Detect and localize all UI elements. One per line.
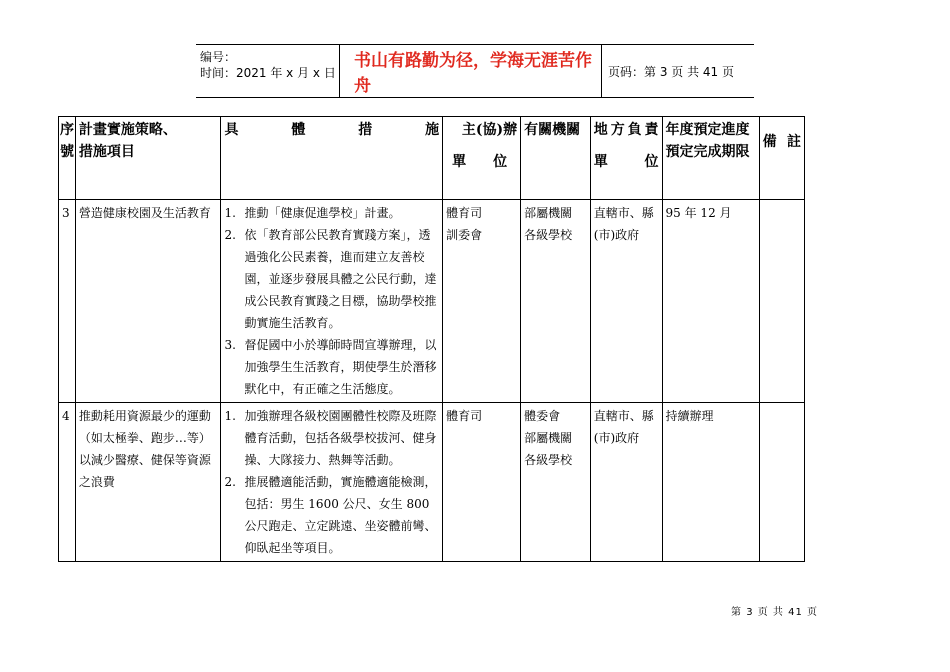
header-year-line2: 預定完成期限	[665, 144, 750, 160]
related-unit: 體委會	[524, 409, 561, 423]
header-measures-char: 具	[224, 122, 239, 138]
measure-text: 推動「健康促進學校」計畫。	[244, 206, 401, 220]
row-related	[521, 200, 591, 403]
measure-text: 加強辦理各級校園團體性校際及班際體育活動，包括各級學校拔河、健身操、大隊接力、熱舞等活動。	[244, 409, 437, 467]
related-unit: 部屬機關	[524, 431, 573, 445]
table-header-row	[59, 117, 805, 200]
measure-text: 依「教育部公民教育實踐方案」，透過強化公民素養，進而建立友善校園，並逐步發展具體之公民行動，達成公民教育實踐之目標，協助學校推動實施生活教育。	[244, 228, 437, 330]
measure-text: 推展體適能活動，實施體適能檢測，包括：男生 1600 公尺、女生 800 公尺跑走、立定跳遠、坐姿體前彎、仰臥起坐等項目。	[244, 475, 437, 555]
header-related	[521, 117, 591, 200]
table-row	[59, 403, 805, 562]
header-measures-char: 施	[425, 122, 440, 138]
row-year: 持續辦理	[662, 403, 759, 562]
header-local-char: 單	[593, 154, 608, 170]
time-label: 时间：2021 年 x 月 x 日	[200, 66, 336, 80]
header-local-line2	[594, 141, 659, 173]
header-no	[59, 117, 76, 200]
header-local-char: 負	[627, 122, 642, 138]
header-note-text	[763, 119, 801, 153]
header-main-char: 位	[493, 154, 508, 170]
page-label: 页码：第 3 页 共 41 页	[608, 64, 734, 79]
main-unit: 體育司	[446, 409, 483, 423]
list-item	[224, 224, 439, 334]
number-label: 编号：	[200, 50, 237, 64]
header-divider	[601, 45, 602, 97]
header-meta	[200, 49, 336, 81]
table-row	[59, 200, 805, 403]
row-year: 95 年 12 月	[662, 200, 759, 403]
plan-table	[58, 116, 805, 562]
related-unit: 各級學校	[524, 228, 573, 242]
header-measures-char: 體	[291, 122, 306, 138]
row-measures	[221, 403, 443, 562]
measure-list	[224, 405, 439, 559]
row-related	[521, 403, 591, 562]
row-note	[759, 403, 804, 562]
related-unit: 部屬機關	[524, 206, 573, 220]
header-main	[443, 117, 521, 200]
row-measures	[221, 200, 443, 403]
header-local-char: 責	[644, 122, 659, 138]
list-item	[224, 202, 439, 224]
page-footer: 第 3 页 共 41 页	[731, 607, 818, 618]
measure-text: 督促國中小於導師時間宣導辦理，以加強學生生活教育，期使學生於潛移默化中，有正確之生活態度。	[244, 338, 437, 396]
header-main-line1: 主(協)辦	[461, 122, 518, 138]
header-local-char: 位	[644, 154, 659, 170]
row-item: 推動耗用資源最少的運動（如太極拳、跑步…等）以減少醫療、健保等資源之浪費	[75, 403, 221, 562]
header-measures-text	[224, 119, 439, 141]
header-note-char: 備	[762, 134, 777, 150]
related-unit: 各級學校	[524, 453, 573, 467]
header-item-line1: 計畫實施策略、	[78, 122, 177, 138]
list-item	[224, 334, 439, 400]
row-local	[590, 200, 662, 403]
header-local-line1	[594, 119, 659, 141]
header-note-char: 註	[787, 134, 801, 150]
main-unit: 體育司	[446, 206, 483, 220]
header-related-text: 有關機關	[524, 122, 581, 138]
header-local	[590, 117, 662, 200]
main-unit: 訓委會	[446, 228, 483, 242]
list-item	[224, 405, 439, 471]
header-main-char: 單	[452, 154, 467, 170]
row-no: 3	[59, 200, 76, 403]
header-local-char: 地	[593, 122, 608, 138]
header-main-line2	[446, 141, 517, 173]
header-no-line2: 號	[60, 144, 74, 160]
row-note	[759, 200, 804, 403]
row-main	[443, 403, 521, 562]
measure-number: 2.	[224, 228, 236, 242]
header-measures	[221, 117, 443, 200]
header-year	[662, 117, 759, 200]
row-local	[590, 403, 662, 562]
page-header	[196, 44, 754, 98]
local-unit: 直轄市、縣	[593, 206, 654, 220]
header-item	[75, 117, 221, 200]
motto: 书山有路勤为径，学海无涯苦作舟	[354, 51, 592, 96]
measure-number: 2.	[224, 475, 236, 489]
header-year-line1: 年度預定進度	[665, 122, 750, 138]
measure-number: 3.	[224, 338, 236, 352]
row-no: 4	[59, 403, 76, 562]
row-main	[443, 200, 521, 403]
row-item: 營造健康校園及生活教育	[75, 200, 221, 403]
header-note	[759, 117, 804, 200]
local-unit: 直轄市、縣	[593, 409, 654, 423]
header-local-char: 方	[610, 122, 625, 138]
measure-list	[224, 202, 439, 400]
measure-number: 1.	[224, 409, 236, 423]
list-item	[224, 471, 439, 559]
header-item-line2: 措施項目	[78, 144, 135, 160]
measure-number: 1.	[224, 206, 236, 220]
local-unit: (市)政府	[593, 431, 640, 445]
header-measures-char: 措	[358, 122, 373, 138]
header-motto-cell	[339, 45, 601, 97]
local-unit: (市)政府	[593, 228, 640, 242]
header-no-line1: 序	[60, 122, 74, 138]
